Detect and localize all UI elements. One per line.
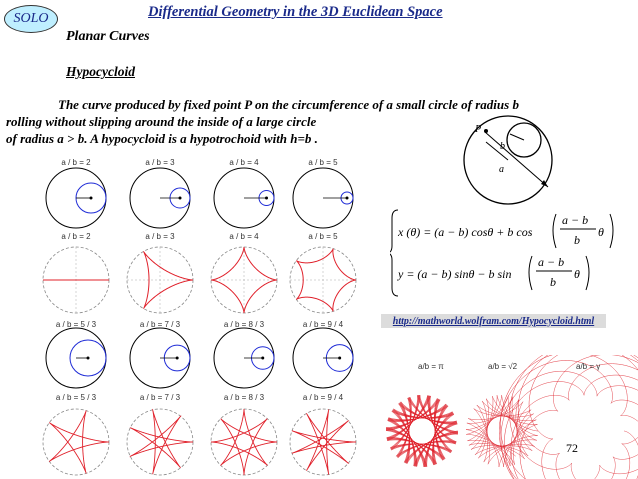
y-frac-numerator: a − b bbox=[538, 255, 565, 269]
row4-label-1: a / b = 5 / 3 bbox=[55, 393, 97, 402]
center-dot bbox=[176, 357, 179, 360]
irrational-ratio-patterns bbox=[380, 355, 638, 479]
row3-label-3: a / b = 8 / 3 bbox=[223, 320, 265, 329]
center-dot bbox=[87, 357, 90, 360]
irrational-hypocycloid bbox=[499, 355, 638, 479]
mathworld-link[interactable]: http://mathworld.wolfram.com/Hypocycloid.html bbox=[381, 314, 606, 328]
point-label: P bbox=[475, 124, 482, 135]
x-frac-numerator: a − b bbox=[562, 213, 589, 227]
row4-label-3: a / b = 8 / 3 bbox=[223, 393, 265, 402]
paragraph-line-1: The curve produced by fixed point P on the circumference of a small circle of radius b bbox=[58, 97, 519, 112]
guide-circle bbox=[127, 409, 193, 475]
row3-label-4: a / b = 9 / 4 bbox=[302, 320, 344, 329]
center-dot bbox=[338, 357, 341, 360]
paragraph-line-2: rolling without slipping around the inside of a large circle bbox=[6, 114, 317, 129]
row2-label-3: a / b = 4 bbox=[229, 232, 259, 241]
page-number: 72 bbox=[566, 441, 578, 455]
row1-label-3: a / b = 4 bbox=[229, 158, 259, 167]
row4-label-2: a / b = 7 / 3 bbox=[139, 393, 181, 402]
row4-label-4: a / b = 9 / 4 bbox=[302, 393, 344, 402]
row1-label-4: a / b = 5 bbox=[308, 158, 338, 167]
center-dot bbox=[261, 357, 264, 360]
guide-circle bbox=[290, 409, 356, 475]
hypocycloid-curve bbox=[49, 411, 109, 474]
hypocycloid-definition-diagram bbox=[438, 112, 578, 208]
small-radius-label: b bbox=[500, 141, 505, 152]
hypocycloid-curve bbox=[211, 409, 277, 475]
irrational-hypocycloid bbox=[386, 395, 458, 467]
section-subtitle: Planar Curves bbox=[66, 29, 150, 44]
y-frac-denominator: b bbox=[550, 275, 556, 289]
parametric-equations bbox=[390, 206, 630, 300]
row2-label-4: a / b = 5 bbox=[308, 232, 338, 241]
center-dot bbox=[90, 197, 93, 200]
x-frac-denominator: b bbox=[574, 233, 580, 247]
center-dot bbox=[179, 197, 182, 200]
irrational-label-sqrt2: a/b = √2 bbox=[488, 362, 518, 371]
solo-badge: SOLO bbox=[4, 5, 58, 33]
y-theta: θ bbox=[574, 267, 580, 281]
x-theta: θ bbox=[598, 225, 604, 239]
hypocycloid-gallery bbox=[0, 150, 380, 479]
x-equation: x (θ) = (a − b) cosθ + b cos bbox=[398, 225, 533, 239]
irrational-label-gamma: a/b = γ bbox=[576, 362, 601, 371]
guide-circle bbox=[43, 409, 109, 475]
center-dot bbox=[265, 197, 268, 200]
large-radius-label: a bbox=[499, 164, 504, 175]
center-dot bbox=[346, 197, 349, 200]
row2-label-2: a / b = 3 bbox=[145, 232, 175, 241]
row1-label-2: a / b = 3 bbox=[145, 158, 175, 167]
paragraph-line-3: of radius a > b. A hypocycloid is a hypotrochoid with h=b . bbox=[6, 131, 318, 146]
row3-label-1: a / b = 5 / 3 bbox=[55, 320, 97, 329]
irrational-label-pi: a/b = π bbox=[418, 362, 444, 371]
topic-heading: Hypocycloid bbox=[66, 64, 135, 79]
page-title: Differential Geometry in the 3D Euclidean Space bbox=[148, 4, 443, 20]
y-equation: y = (a − b) sinθ − b sin bbox=[398, 267, 512, 281]
row1-label-1: a / b = 2 bbox=[61, 158, 91, 167]
row3-label-2: a / b = 7 / 3 bbox=[139, 320, 181, 329]
irrational-hypocycloid bbox=[466, 395, 538, 467]
row2-label-1: a / b = 2 bbox=[61, 232, 91, 241]
